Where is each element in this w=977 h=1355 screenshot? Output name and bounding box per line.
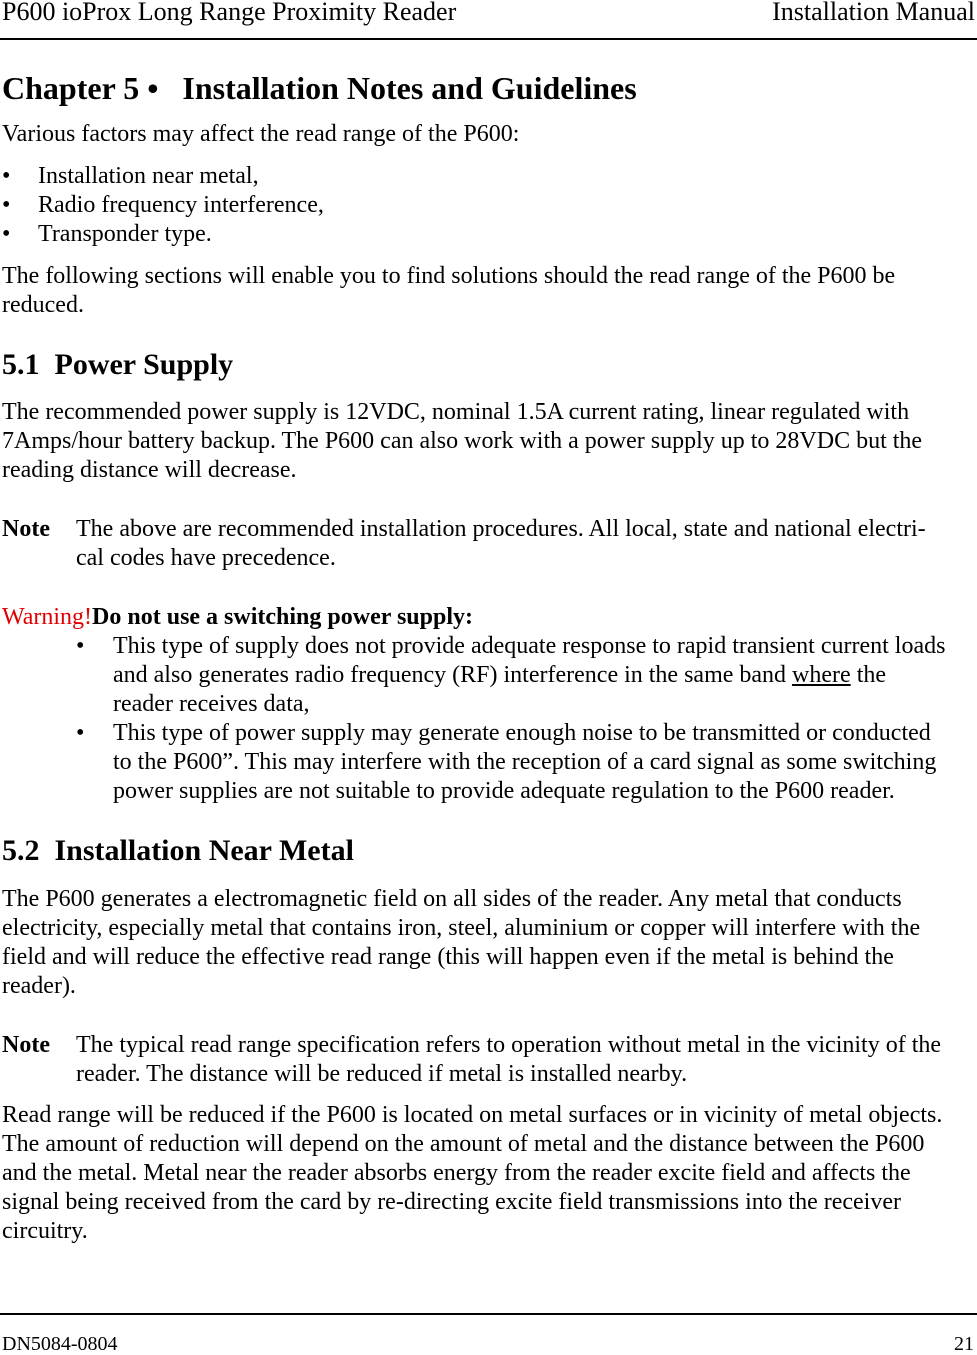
text-line: reader receives data, <box>113 691 310 717</box>
text-line: The recommended power supply is 12VDC, nominal 1.5A current rating, linear regulated with <box>2 399 910 425</box>
warning-title: Do not use a switching power supply: <box>92 604 473 630</box>
text-segment: and also generates radio frequency (RF) interference in the same band <box>113 662 793 688</box>
text-line: reduced. <box>2 292 84 318</box>
intro-paragraph <box>2 262 895 320</box>
list-item: Radio frequency interference, <box>38 192 324 218</box>
bullet-icon: • <box>2 192 11 218</box>
text-line: circuitry. <box>2 1218 88 1244</box>
note-label: Note <box>2 516 50 542</box>
bullet-icon: • <box>76 720 85 746</box>
chapter-number: Chapter 5 • <box>2 70 159 106</box>
text-line: Read range will be reduced if the P600 is located on metal surfaces or in vicinity of metal objects. <box>2 1102 943 1128</box>
text-line: and the metal. Metal near the reader absorbs energy from the reader excite field and affects the <box>2 1160 911 1186</box>
section-title: Installation Near Metal <box>54 834 354 867</box>
text-line: The following sections will enable you to find solutions should the read range of the P600 be <box>2 263 896 289</box>
text-line: power supplies are not suitable to provide adequate regulation to the P600 reader. <box>113 778 895 804</box>
list-item <box>113 719 936 806</box>
note-label: Note <box>2 1032 50 1058</box>
text-line: This type of power supply may generate enough noise to be transmitted or conducted <box>113 720 931 746</box>
section-number: 5.1 <box>2 348 40 381</box>
bullet-icon: • <box>2 221 11 247</box>
metal-paragraph <box>2 885 920 1001</box>
text-line: cal codes have precedence. <box>76 545 336 571</box>
list-item <box>113 632 945 719</box>
warning-heading <box>2 603 473 632</box>
list-item: Transponder type. <box>38 221 212 247</box>
text-line: field and will reduce the effective read range (this will happen even if the metal is behind the <box>2 944 894 970</box>
list-item: Installation near metal, <box>38 163 259 189</box>
underlined-word: where <box>792 662 851 688</box>
text-line: The above are recommended installation procedures. All local, state and national electri- <box>76 516 926 542</box>
header-title: P600 ioProx Long Range Proximity Reader <box>2 0 457 26</box>
section-heading-5-2 <box>2 834 354 868</box>
power-supply-paragraph <box>2 398 922 485</box>
footer-rule <box>0 1313 977 1315</box>
read-range-paragraph <box>2 1101 942 1246</box>
text-line: reader. The distance will be reduced if metal is installed nearby. <box>76 1061 688 1087</box>
text-line: The amount of reduction will depend on the amount of metal and the distance between the P600 <box>2 1131 925 1157</box>
text-line: The P600 generates a electromagnetic field on all sides of the reader. Any metal that conducts <box>2 886 902 912</box>
header-rule <box>0 38 977 40</box>
page-number: 21 <box>954 1333 974 1355</box>
section-number: 5.2 <box>2 834 40 867</box>
warning-label: Warning! <box>2 604 93 630</box>
header-manual: Installation Manual <box>772 0 975 26</box>
text-line: 7Amps/hour battery backup. The P600 can also work with a power supply up to 28VDC but the <box>2 428 923 454</box>
section-title: Power Supply <box>54 348 234 381</box>
text-line: to the P600”. This may interfere with the reception of a card signal as some switching <box>113 749 937 775</box>
bullet-icon: • <box>2 163 11 189</box>
text-line: reading distance will decrease. <box>2 457 297 483</box>
chapter-title: Installation Notes and Guidelines <box>182 70 637 106</box>
text-line: signal being received from the card by re-directing excite field transmissions into the receiver <box>2 1189 901 1215</box>
bullet-icon: • <box>76 633 85 659</box>
chapter-heading <box>2 70 637 106</box>
intro-text: Various factors may affect the read range of the P600: <box>2 121 520 147</box>
text-segment: the <box>850 662 887 688</box>
document-number: DN5084-0804 <box>2 1333 118 1355</box>
text-line <box>113 661 945 690</box>
text-line: electricity, especially metal that contains iron, steel, aluminium or copper will interfere with the <box>2 915 921 941</box>
section-heading-5-1 <box>2 348 233 382</box>
text-line: This type of supply does not provide adequate response to rapid transient current loads <box>113 633 946 659</box>
text-line: reader). <box>2 973 76 999</box>
text-line: The typical read range specification refers to operation without metal in the vicinity of the <box>76 1032 942 1058</box>
